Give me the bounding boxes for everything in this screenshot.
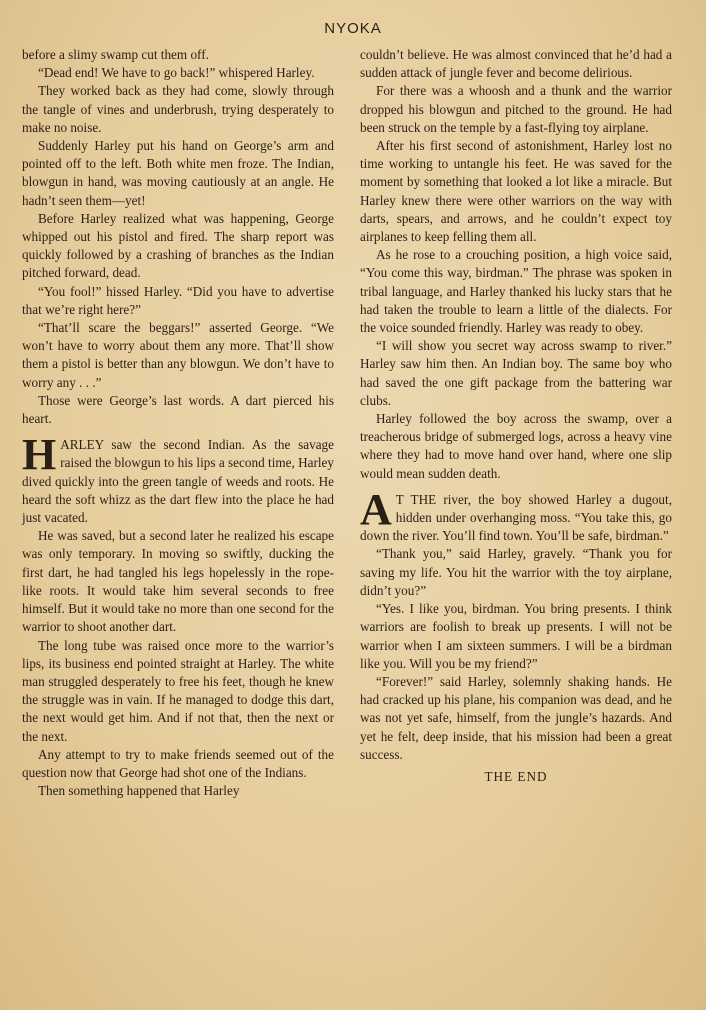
left-column bbox=[22, 46, 334, 800]
paragraph: couldn’t believe. He was almost convinced that he’d had a sudden attack of jungle fever and become delirious. bbox=[360, 47, 672, 81]
dropcap-text: ARLEY saw the second Indian. As the savage raised the blowgun to his lips a second time, Harley dived quickly into the green tangle of weeds and roots. He heard the soft whizz as the dart flew into the place he had just vacated. bbox=[22, 437, 334, 526]
dropcap-paragraph bbox=[22, 430, 334, 527]
paragraph: Harley followed the boy across the swamp, over a treacherous bridge of submerged logs, across a heavy vine where they had to move hand over hand, where one slip would mean sudden death. bbox=[360, 411, 672, 481]
dropcap-paragraph bbox=[360, 484, 672, 546]
paragraph: The long tube was raised once more to the warrior’s lips, its business end pointed straight at Harley. The white man struggled desperately to free his feet, though he knew the struggle was in vain. If he managed to dodge this dart, the next would get him. And if not that, then the next or the next. bbox=[22, 637, 334, 744]
the-end: THE END bbox=[484, 768, 548, 784]
page-title: NYOKA bbox=[324, 20, 382, 37]
paragraph: Any attempt to try to make friends seemed out of the question now that George had shot one of the Indians. bbox=[22, 746, 334, 780]
paragraph: before a slimy swamp cut them off. bbox=[22, 47, 209, 62]
dropcap-letter: A bbox=[360, 484, 392, 534]
paragraph: Suddenly Harley put his hand on George’s arm and pointed off to the left. Both white men froze. The Indian, blowgun in hand, was moving cautiously at an angle. He hadn’t seen them—yet! bbox=[22, 138, 334, 208]
paragraph: They worked back as they had come, slowly through the tangle of vines and underbrush, trying desperately to make no noise. bbox=[22, 83, 334, 135]
paragraph: “Forever!” said Harley, solemnly shaking hands. He had cracked up his plane, his companion was dead, and he was not yet safe, himself, from the jungle’s hazards. And yet he felt, deep inside, that his mission had been a great success. bbox=[360, 673, 672, 762]
paragraph: “That’ll scare the beggars!” asserted George. “We won’t have to worry about them any more. That’ll show them a pistol is better than any blowgun. We don’t have to worry any . . .” bbox=[22, 320, 334, 390]
paragraph: Then something happened that Harley bbox=[38, 783, 240, 799]
paragraph: “You fool!” hissed Harley. “Did you have to advertise that we’re right here?” bbox=[22, 283, 334, 317]
dropcap-text: T THE river, the boy showed Harley a dugout, hidden under overhanging moss. “You take this, go down the river. You’ll find town. You’ll be safe, birdman.” bbox=[360, 491, 672, 544]
paragraph: Those were George’s last words. A dart pierced his heart. bbox=[22, 392, 334, 427]
paragraph: For there was a whoosh and a thunk and the warrior dropped his blowgun and pitched to the ground. He had been struck on the temple by a fast-flying toy airplane. bbox=[360, 83, 672, 135]
paragraph: After his first second of astonishment, Harley lost no time working to untangle his feet. He was saved for the moment by something that looked a lot like a miracle. But Harley knew there were other warriors on the way with darts, spears, and arrows, and he couldn’t expect toy airplanes to keep felling them all. bbox=[360, 138, 672, 245]
right-column bbox=[360, 46, 672, 786]
paragraph: As he rose to a crouching position, a high voice said, “You come this way, birdman.” The phrase was spoken in tribal language, and Harley thanked his lucky stars that he had taken the trouble to learn a little of the dialects. For the voice sounded friendly. Harley was ready to obey. bbox=[360, 247, 672, 336]
paragraph: “Dead end! We have to go back!” whispered Harley. bbox=[38, 65, 315, 81]
paragraph: Before Harley realized what was happening, George whipped out his pistol and fired. The sharp report was quickly followed by a crashing of branches as the Indian pitched forward, dead. bbox=[22, 210, 334, 281]
paragraph: “Thank you,” said Harley, gravely. “Thank you for saving my life. You hit the warrior with the toy airplane, didn’t you?” bbox=[360, 546, 672, 598]
paragraph: “Yes. I like you, birdman. You bring presents. I think warriors are foolish to break up presents. I will not be warrior when I am sixteen summers. I will be a birdman like you. Will you be my friend?” bbox=[360, 601, 672, 671]
dropcap-letter: H bbox=[22, 430, 57, 480]
paragraph: He was saved, but a second later he realized his escape was only temporary. In moving so swiftly, ducking the first dart, he had tangled his legs hopelessly in the rope-like roots. It would take him several seconds to free himself. But it would take no more than one second for the warrior to shoot another dart. bbox=[22, 528, 334, 635]
paragraph: “I will show you secret way across swamp to river.” Harley saw him then. An Indian boy. The same boy who had saved the one gift package from the battering war clubs. bbox=[360, 338, 672, 408]
